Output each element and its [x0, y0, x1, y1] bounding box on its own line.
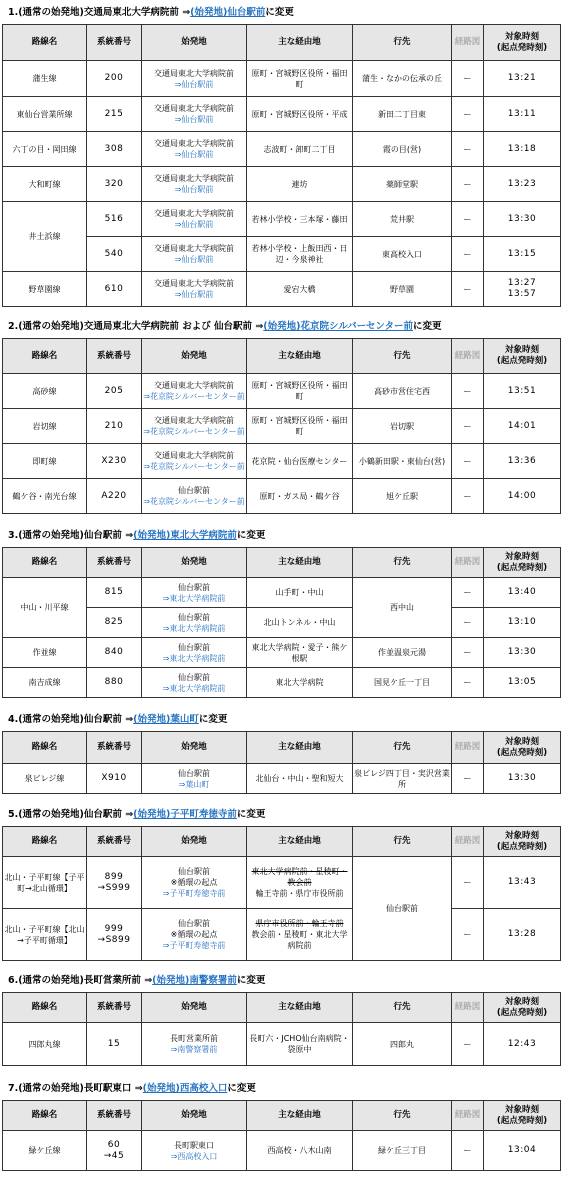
route-name: 四郎丸線 [3, 1023, 87, 1066]
section-title-text: 6.(通常の始発地)長町営業所前 ⇒ [8, 975, 153, 986]
via-cell: 山手町・中山 [247, 578, 353, 608]
header-time: 対象時刻 (起点発時刻) [484, 25, 561, 61]
route-number: 540 [87, 237, 142, 272]
section-3-table [2, 547, 561, 698]
section-title-suffix: に変更 [198, 714, 228, 725]
route-name: 大和町線 [3, 167, 87, 202]
section-2-title [8, 320, 442, 334]
section-new-origin: (始発地)仙台駅前 [190, 7, 266, 18]
header-number: 系統番号 [87, 732, 142, 764]
header-dest: 行先 [353, 993, 452, 1023]
map-cell: ー [452, 444, 484, 479]
map-cell: ー [452, 97, 484, 132]
section-5-table [2, 826, 561, 961]
header-number: 系統番号 [87, 993, 142, 1023]
header-map: 経路図 [452, 827, 484, 857]
header-map: 経路図 [452, 732, 484, 764]
header-row [3, 25, 561, 61]
route-name: 緑ケ丘線 [3, 1131, 87, 1171]
route-number: 880 [87, 668, 142, 698]
header-row [3, 732, 561, 764]
dest-cell: 野草園 [353, 272, 452, 307]
origin-cell: 仙台駅前 ⇒花京院シルバーセンター前 [142, 479, 247, 514]
origin-cell: 仙台駅前 ⇒東北大学病院前 [142, 578, 247, 608]
route-number: 200 [87, 61, 142, 97]
section-title-suffix: に変更 [236, 530, 266, 541]
header-dest: 行先 [353, 339, 452, 374]
dest-cell: 岩切駅 [353, 409, 452, 444]
map-cell: ー [452, 167, 484, 202]
map-cell: ー [452, 237, 484, 272]
time-cell: 13:04 [484, 1131, 561, 1171]
route-name: 蒲生線 [3, 61, 87, 97]
header-dest: 行先 [353, 548, 452, 578]
dest-cell: 西中山 [353, 578, 452, 638]
map-cell: ー [452, 374, 484, 409]
table-row [3, 909, 561, 961]
time-cell: 13:36 [484, 444, 561, 479]
via-cell: 原町・宮城野区役所・平成 [247, 97, 353, 132]
route-number: 825 [87, 608, 142, 638]
header-via: 主な経由地 [247, 548, 353, 578]
section-title-text: 3.(通常の始発地)仙台駅前 ⇒ [8, 530, 134, 541]
map-cell: ー [452, 608, 484, 638]
time-cell: 13:30 [484, 764, 561, 794]
via-cell: 東北大学病院前・星稜町・教会前 輪王寺前・県庁市役所前 [247, 857, 353, 909]
section-7-table [2, 1100, 561, 1171]
time-cell: 13:21 [484, 61, 561, 97]
header-number: 系統番号 [87, 1101, 142, 1131]
time-cell: 13:30 [484, 638, 561, 668]
origin-cell: 長町営業所前 ⇒南警察署前 [142, 1023, 247, 1066]
origin-cell: 仙台駅前 ⇒東北大学病院前 [142, 608, 247, 638]
route-name: 即町線 [3, 444, 87, 479]
time-cell: 13:28 [484, 909, 561, 961]
route-name: 東仙台営業所線 [3, 97, 87, 132]
header-origin: 始発地 [142, 25, 247, 61]
table-row [3, 374, 561, 409]
header-map: 経路図 [452, 993, 484, 1023]
header-row [3, 1101, 561, 1131]
via-cell: 志波町・卸町二丁目 [247, 132, 353, 167]
section-1-table [2, 24, 561, 307]
header-number: 系統番号 [87, 827, 142, 857]
section-new-origin: (始発地)花京院シルバーセンター前 [263, 321, 414, 332]
route-number: 815 [87, 578, 142, 608]
map-cell: ー [452, 1023, 484, 1066]
route-name: 鶴ケ谷・南光台線 [3, 479, 87, 514]
dest-cell: 高砂市営住宅西 [353, 374, 452, 409]
via-cell: 県庁市役所前・輪王寺前 教会前・星稜町・東北大学病院前 [247, 909, 353, 961]
dest-cell: 仙台駅前 [353, 857, 452, 961]
header-via: 主な経由地 [247, 993, 353, 1023]
via-cell: 長町六・JCHO仙台南病院・袋原中 [247, 1023, 353, 1066]
origin-cell: 交通局東北大学病院前 ⇒仙台駅前 [142, 237, 247, 272]
via-cell: 東北大学病院・愛子・熊ケ根駅 [247, 638, 353, 668]
table-row [3, 1131, 561, 1171]
section-title-suffix: に変更 [227, 1083, 256, 1094]
section-title-suffix: に変更 [236, 975, 266, 986]
time-cell: 14:01 [484, 409, 561, 444]
via-cell: 愛宕大橋 [247, 272, 353, 307]
map-cell: ー [452, 764, 484, 794]
dest-cell: 四郎丸 [353, 1023, 452, 1066]
table-row [3, 668, 561, 698]
header-via: 主な経由地 [247, 25, 353, 61]
table-row [3, 132, 561, 167]
route-number: A220 [87, 479, 142, 514]
origin-cell: 仙台駅前 ※循環の起点 ⇒子平町寿徳寺前 [142, 909, 247, 961]
section-4-title [8, 713, 227, 727]
section-6-title [8, 974, 265, 988]
header-route: 路線名 [3, 1101, 87, 1131]
route-name: 高砂線 [3, 374, 87, 409]
time-cell: 13:23 [484, 167, 561, 202]
route-name: 北山・子平町線【北山→子平町循環】 [3, 909, 87, 961]
map-cell: ー [452, 1131, 484, 1171]
route-number: 320 [87, 167, 142, 202]
section-title-suffix: に変更 [236, 809, 266, 820]
via-cell: 若林小学校・上飯田西・日辺・今泉神社 [247, 237, 353, 272]
header-number: 系統番号 [87, 25, 142, 61]
table-row [3, 61, 561, 97]
section-title-text: 1.(通常の始発地)交通局東北大学病院前 ⇒ [8, 7, 191, 18]
time-cell: 13:15 [484, 237, 561, 272]
header-route: 路線名 [3, 732, 87, 764]
header-time: 対象時刻 (起点発時刻) [484, 827, 561, 857]
header-dest: 行先 [353, 1101, 452, 1131]
table-row [3, 578, 561, 608]
origin-cell: 交通局東北大学病院前 ⇒仙台駅前 [142, 132, 247, 167]
route-number: 205 [87, 374, 142, 409]
via-cell: 北山トンネル・中山 [247, 608, 353, 638]
route-number: X910 [87, 764, 142, 794]
origin-cell: 交通局東北大学病院前 ⇒仙台駅前 [142, 97, 247, 132]
via-cell: 原町・宮城野区役所・福田町 [247, 61, 353, 97]
route-number: X230 [87, 444, 142, 479]
dest-cell: 泉ビレジ四丁目・実沢営業所 [353, 764, 452, 794]
time-cell: 12:43 [484, 1023, 561, 1066]
header-route: 路線名 [3, 339, 87, 374]
section-3-title [8, 529, 265, 543]
header-origin: 始発地 [142, 1101, 247, 1131]
section-title-text: 4.(通常の始発地)仙台駅前 ⇒ [8, 714, 134, 725]
section-title-text: 7.(通常の始発地)長町駅東口 ⇒ [8, 1083, 143, 1094]
table-row [3, 764, 561, 794]
header-map: 経路図 [452, 339, 484, 374]
dest-cell: 小鶴新田駅・東仙台(営) [353, 444, 452, 479]
header-row [3, 993, 561, 1023]
table-row [3, 167, 561, 202]
route-number: 840 [87, 638, 142, 668]
via-cell: 若林小学校・三本塚・藤田 [247, 202, 353, 237]
origin-cell: 交通局東北大学病院前 ⇒仙台駅前 [142, 61, 247, 97]
route-name: 六丁の目・岡田線 [3, 132, 87, 167]
header-origin: 始発地 [142, 732, 247, 764]
section-7-title [8, 1082, 256, 1096]
table-row [3, 409, 561, 444]
map-cell: ー [452, 61, 484, 97]
route-name: 北山・子平町線【子平町→北山循環】 [3, 857, 87, 909]
via-cell: 東北大学病院 [247, 668, 353, 698]
header-row [3, 827, 561, 857]
section-title-suffix: に変更 [413, 321, 442, 332]
map-cell: ー [452, 909, 484, 961]
dest-cell: 薬師堂駅 [353, 167, 452, 202]
section-4-table [2, 731, 561, 794]
time-cell: 13:05 [484, 668, 561, 698]
route-name: 野草園線 [3, 272, 87, 307]
dest-cell: 国見ケ丘一丁目 [353, 668, 452, 698]
route-number: 215 [87, 97, 142, 132]
table-row [3, 1023, 561, 1066]
table-row [3, 638, 561, 668]
dest-cell: 荒井駅 [353, 202, 452, 237]
section-new-origin: (始発地)東北大学病院前 [133, 530, 237, 541]
map-cell: ー [452, 668, 484, 698]
time-cell: 13:11 [484, 97, 561, 132]
table-row [3, 608, 561, 638]
header-row [3, 339, 561, 374]
route-number: 210 [87, 409, 142, 444]
dest-cell: 霞の目(営) [353, 132, 452, 167]
table-row [3, 479, 561, 514]
header-time: 対象時刻 (起点発時刻) [484, 548, 561, 578]
header-time: 対象時刻 (起点発時刻) [484, 732, 561, 764]
origin-cell: 仙台駅前 ※循環の起点 ⇒子平町寿徳寺前 [142, 857, 247, 909]
route-name: 井土浜線 [3, 202, 87, 272]
time-cell: 13:30 [484, 202, 561, 237]
map-cell: ー [452, 638, 484, 668]
table-row [3, 237, 561, 272]
route-number: 15 [87, 1023, 142, 1066]
table-row [3, 97, 561, 132]
header-map: 経路図 [452, 25, 484, 61]
header-time: 対象時刻 (起点発時刻) [484, 339, 561, 374]
route-number: 516 [87, 202, 142, 237]
table-row [3, 857, 561, 909]
header-dest: 行先 [353, 732, 452, 764]
header-route: 路線名 [3, 827, 87, 857]
origin-cell: 仙台駅前 ⇒東北大学病院前 [142, 638, 247, 668]
section-title-text: 5.(通常の始発地)仙台駅前 ⇒ [8, 809, 134, 820]
origin-cell: 仙台駅前 ⇒東北大学病院前 [142, 668, 247, 698]
header-dest: 行先 [353, 25, 452, 61]
via-cell: 花京院・仙台医療センター [247, 444, 353, 479]
section-new-origin: (始発地)葉山町 [133, 714, 199, 725]
header-map: 経路図 [452, 1101, 484, 1131]
dest-cell: 新田二丁目東 [353, 97, 452, 132]
map-cell: ー [452, 272, 484, 307]
time-cell: 13:40 [484, 578, 561, 608]
table-row [3, 202, 561, 237]
header-time: 対象時刻 (起点発時刻) [484, 993, 561, 1023]
time-cell: 13:43 [484, 857, 561, 909]
map-cell: ー [452, 132, 484, 167]
time-cell: 13:10 [484, 608, 561, 638]
header-map: 経路図 [452, 548, 484, 578]
table-row [3, 444, 561, 479]
header-via: 主な経由地 [247, 827, 353, 857]
route-name: 中山・川平線 [3, 578, 87, 638]
header-route: 路線名 [3, 548, 87, 578]
header-number: 系統番号 [87, 548, 142, 578]
origin-cell: 交通局東北大学病院前 ⇒仙台駅前 [142, 167, 247, 202]
section-new-origin: (始発地)西高校入口 [142, 1083, 228, 1094]
dest-cell: 作並温泉元湯 [353, 638, 452, 668]
via-cell: 西高校・八木山南 [247, 1131, 353, 1171]
route-number: 999 →S899 [87, 909, 142, 961]
header-origin: 始発地 [142, 548, 247, 578]
section-new-origin: (始発地)子平町寿徳寺前 [133, 809, 237, 820]
section-2-table [2, 338, 561, 514]
route-number: 308 [87, 132, 142, 167]
origin-cell: 仙台駅前 ⇒葉山町 [142, 764, 247, 794]
origin-cell: 交通局東北大学病院前 ⇒花京院シルバーセンター前 [142, 409, 247, 444]
route-name: 岩切線 [3, 409, 87, 444]
header-origin: 始発地 [142, 993, 247, 1023]
via-cell: 連坊 [247, 167, 353, 202]
time-cell: 13:27 13:57 [484, 272, 561, 307]
time-cell: 13:18 [484, 132, 561, 167]
section-new-origin: (始発地)南警察署前 [152, 975, 237, 986]
header-via: 主な経由地 [247, 339, 353, 374]
map-cell: ー [452, 409, 484, 444]
route-number: 610 [87, 272, 142, 307]
section-title-suffix: に変更 [265, 7, 294, 18]
section-1-title [8, 6, 294, 20]
dest-cell: 旭ケ丘駅 [353, 479, 452, 514]
via-cell: 原町・ガス局・鶴ケ谷 [247, 479, 353, 514]
map-cell: ー [452, 578, 484, 608]
dest-cell: 蒲生・なかの伝承の丘 [353, 61, 452, 97]
header-route: 路線名 [3, 993, 87, 1023]
section-5-title [8, 808, 265, 822]
header-via: 主な経由地 [247, 1101, 353, 1131]
origin-cell: 交通局東北大学病院前 ⇒花京院シルバーセンター前 [142, 374, 247, 409]
via-cell: 北仙台・中山・聖和短大 [247, 764, 353, 794]
section-title-text: 2.(通常の始発地)交通局東北大学病院前 および 仙台駅前 ⇒ [8, 321, 264, 332]
origin-cell: 交通局東北大学病院前 ⇒花京院シルバーセンター前 [142, 444, 247, 479]
map-cell: ー [452, 202, 484, 237]
route-number: 899 →S999 [87, 857, 142, 909]
time-cell: 14:00 [484, 479, 561, 514]
map-cell: ー [452, 857, 484, 909]
header-origin: 始発地 [142, 339, 247, 374]
header-origin: 始発地 [142, 827, 247, 857]
header-dest: 行先 [353, 827, 452, 857]
route-name: 作並線 [3, 638, 87, 668]
header-row [3, 548, 561, 578]
origin-cell: 交通局東北大学病院前 ⇒仙台駅前 [142, 202, 247, 237]
via-cell: 原町・宮城野区役所・福田町 [247, 374, 353, 409]
via-cell: 原町・宮城野区役所・福田町 [247, 409, 353, 444]
header-time: 対象時刻 (起点発時刻) [484, 1101, 561, 1131]
header-route: 路線名 [3, 25, 87, 61]
header-number: 系統番号 [87, 339, 142, 374]
origin-cell: 長町駅東口 ⇒西高校入口 [142, 1131, 247, 1171]
dest-cell: 緑ケ丘三丁目 [353, 1131, 452, 1171]
section-6-table [2, 992, 561, 1066]
route-name: 泉ビレジ線 [3, 764, 87, 794]
route-number: 60 →45 [87, 1131, 142, 1171]
route-name: 南吉成線 [3, 668, 87, 698]
header-via: 主な経由地 [247, 732, 353, 764]
table-row [3, 272, 561, 307]
dest-cell: 東高校入口 [353, 237, 452, 272]
origin-cell: 交通局東北大学病院前 ⇒仙台駅前 [142, 272, 247, 307]
time-cell: 13:51 [484, 374, 561, 409]
map-cell: ー [452, 479, 484, 514]
